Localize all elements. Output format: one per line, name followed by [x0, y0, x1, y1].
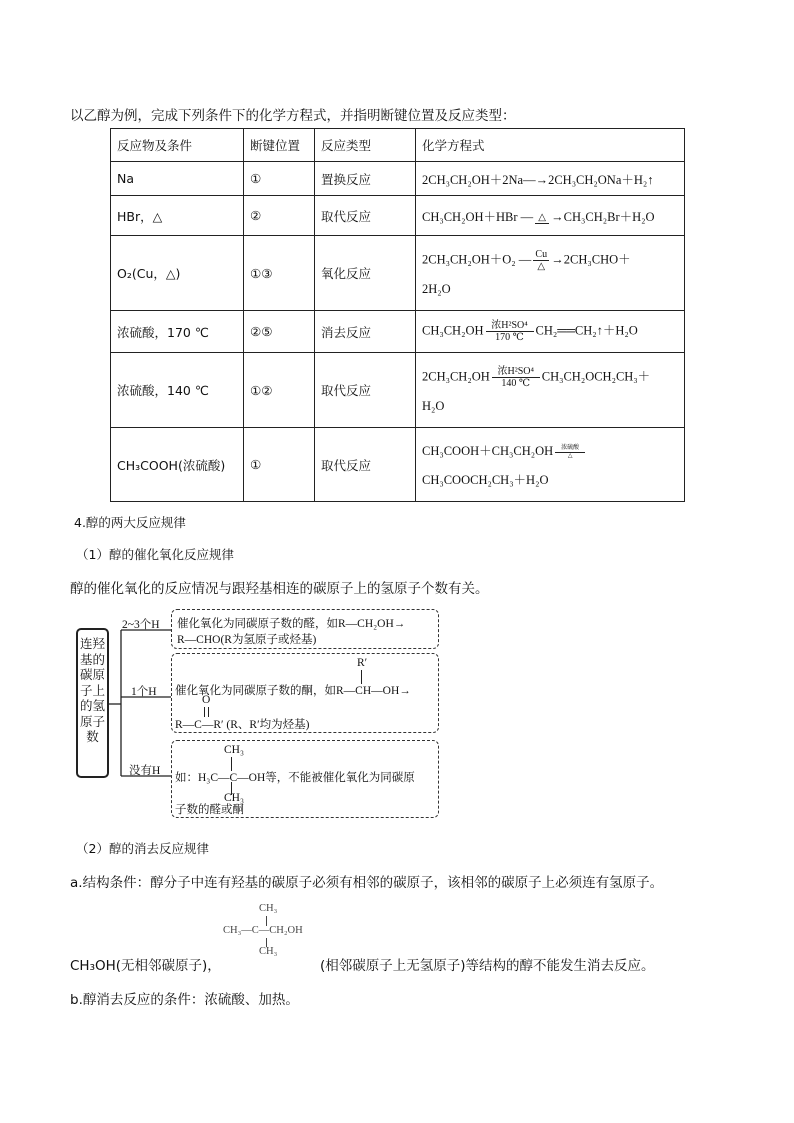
condition-top: Cu: [535, 249, 548, 260]
row-reactant: O₂(Cu，△): [111, 236, 244, 311]
row-type: 消去反应: [315, 311, 416, 353]
vertical-char: 的: [92, 652, 106, 667]
reaction-condition: [555, 445, 585, 460]
condition-bottom: 140 ℃: [501, 378, 531, 389]
branch-text: R′: [357, 657, 368, 669]
row-equation: [416, 353, 685, 428]
header-bond: 断键位置: [244, 129, 315, 162]
intro-text: 以乙醇为例，完成下列条件下的化学方程式，并指明断键位置及反应类型：: [70, 108, 516, 124]
vertical-char: 原: [79, 714, 93, 729]
equation-text: →CH₃CH₂Br＋H₂O: [551, 209, 655, 224]
row-equation: [416, 311, 685, 353]
branch-label: 2~3个H: [122, 619, 160, 631]
equation-text: CH₃COOH＋CH₃CH₂OH: [422, 444, 554, 459]
condition-top: △: [538, 211, 546, 223]
vertical-char: 上: [92, 683, 106, 698]
paragraph: 醇的催化氧化的反应情况与跟羟基相连的碳原子上的氢原子个数有关。: [70, 581, 489, 597]
table-row: [111, 196, 685, 236]
vertical-char: 原: [92, 668, 106, 682]
branch-text: CH₃: [224, 792, 244, 804]
reaction-condition: [492, 366, 540, 389]
subsection-heading: （2）醇的消去反应规律: [76, 841, 209, 856]
branch-text: 催化氧化为同碳原子数的醛，如R—CH₂OH→: [177, 618, 406, 630]
vertical-char: 的: [79, 699, 93, 713]
header-reactant: 反应物及条件: [111, 129, 244, 162]
row-reactant: HBr，△: [111, 196, 244, 236]
condition-top: 浓H²SO⁴: [497, 366, 534, 377]
reaction-condition: [533, 249, 549, 272]
row-type: 氧化反应: [315, 236, 416, 311]
header-type: 反应类型: [315, 129, 416, 162]
structure-text: CH₃: [259, 946, 278, 957]
paragraph: a.结构条件：醇分子中连有羟基的碳原子必须有相邻的碳原子，该相邻的碳原子上必须连有氢原子。: [70, 875, 664, 891]
equation-text: 2CH₃CH₂OH: [422, 369, 490, 384]
row-bond: ①②: [244, 353, 315, 428]
branch-box: [171, 609, 439, 649]
row-bond: ②⑤: [244, 311, 315, 353]
paragraph: CH₃OH(无相邻碳原子)，: [70, 958, 221, 974]
branch-text: R—CHO(R为氢原子或烃基): [177, 634, 317, 646]
equation-text: CH₃CH₂OH＋HBr —: [422, 209, 534, 224]
row-bond: ②: [244, 196, 315, 236]
paragraph: (相邻碳原子上无氢原子)等结构的醇不能发生消去反应。: [320, 958, 655, 974]
branch-text: CH₃: [224, 744, 244, 756]
equation-text: 2CH₃CH₂OH＋O₂ —: [422, 252, 532, 267]
branch-text: 如：H₃C—C—OH等，不能被催化氧化为同碳原: [175, 772, 415, 784]
diagram-vertical-label: [76, 628, 109, 778]
equation-text: 2CH₃CH₂OH＋2Na—→2CH₃CH₂ONa＋H₂↑: [422, 172, 654, 187]
table-header-row: [111, 129, 685, 162]
table-row: [111, 353, 685, 428]
equation-text: H₂O: [422, 399, 445, 413]
branch-box: [171, 740, 439, 818]
condition-top: 浓硫酸: [561, 444, 580, 451]
branch-text: O: [202, 694, 211, 706]
paragraph: b.醇消去反应的条件：浓硫酸、加热。: [70, 992, 299, 1008]
table-row: [111, 428, 685, 502]
equation-text: CH₃COOCH₂CH₃＋H₂O: [422, 472, 549, 487]
condition-bottom: △: [567, 452, 573, 459]
vertical-char: 子: [92, 714, 106, 729]
row-bond: ①③: [244, 236, 315, 311]
row-type: 取代反应: [315, 428, 416, 502]
section-heading: 4.醇的两大反应规律: [74, 515, 186, 530]
table-row: [111, 236, 685, 311]
table-row: [111, 162, 685, 196]
reaction-table: [110, 128, 685, 502]
vertical-char: 基: [79, 652, 93, 667]
branch-text: 催化氧化为同碳原子数的酮，如R—CH—OH→: [175, 685, 411, 697]
branch-text: R—C—R′ (R、R′均为烃基): [175, 719, 310, 731]
row-type: 取代反应: [315, 353, 416, 428]
structure-text: CH₃—C—CH₂OH: [223, 925, 303, 936]
row-type: 置换反应: [315, 162, 416, 196]
row-bond: ①: [244, 162, 315, 196]
equation-text: →2CH₃CHO＋: [551, 252, 631, 267]
equation-text: CH₃CH₂OCH₂CH₃＋: [541, 369, 651, 384]
row-equation: [416, 236, 685, 311]
vertical-char: 羟: [92, 637, 106, 651]
vertical-char: 子: [79, 683, 93, 698]
row-equation: [416, 196, 685, 236]
reaction-condition: [535, 212, 549, 224]
equation-text: 2H₂O: [422, 282, 451, 296]
equation-text: CH₃CH₂OH: [422, 323, 484, 338]
header-equation: 化学方程式: [416, 129, 685, 162]
row-equation: [416, 162, 685, 196]
row-reactant: CH₃COOH(浓硫酸): [111, 428, 244, 502]
row-type: 取代反应: [315, 196, 416, 236]
condition-top: 浓H²SO⁴: [491, 320, 528, 331]
vertical-char: 数: [86, 730, 99, 744]
vertical-char: 碳: [79, 668, 93, 682]
branch-label: 1个H: [131, 686, 157, 698]
branch-text: 子数的醛或酮: [175, 804, 244, 816]
vertical-char: 连: [79, 637, 93, 651]
table-row: [111, 311, 685, 353]
row-reactant: 浓硫酸，170 ℃: [111, 311, 244, 353]
row-reactant: Na: [111, 162, 244, 196]
branch-label: 没有H: [129, 765, 161, 777]
structure-text: CH₃: [259, 903, 278, 914]
subsection-heading: （1）醇的催化氧化反应规律: [76, 547, 234, 562]
reaction-condition: [486, 320, 534, 343]
equation-text: CH₂══CH₂↑＋H₂O: [535, 323, 638, 338]
row-equation: [416, 428, 685, 502]
row-bond: ①: [244, 428, 315, 502]
branch-box: [171, 653, 439, 733]
condition-bottom: 170 ℃: [495, 332, 524, 343]
vertical-char: 氢: [92, 699, 106, 713]
row-reactant: 浓硫酸，140 ℃: [111, 353, 244, 428]
condition-bottom: △: [537, 261, 546, 272]
